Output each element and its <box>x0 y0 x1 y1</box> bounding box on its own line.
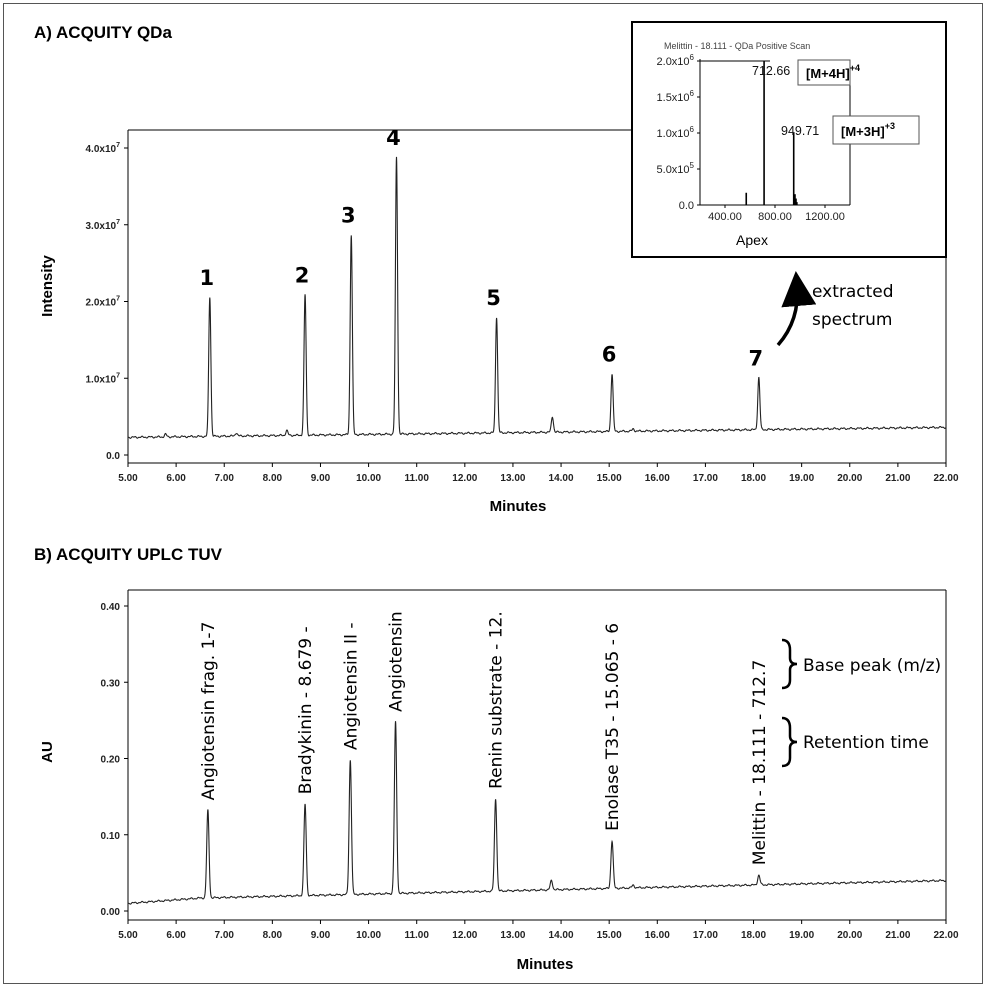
chart-a-peak-label: 1 <box>199 265 215 290</box>
base-peak-annotation: Base peak (m/z) <box>803 656 942 676</box>
chart-a-xtick-label: 11.00 <box>404 473 429 484</box>
chart-b-xtick-label: 15.00 <box>596 930 622 941</box>
chart-b-ylabel: AU <box>39 741 56 763</box>
inset-title: Melittin - 18.111 - QDa Positive Scan <box>664 41 811 51</box>
inset-ytick-label: $1.0x10^6$ <box>656 125 694 140</box>
chart-b-xtick-label: 11.00 <box>404 930 429 941</box>
chart-b-xtick-label: 18.00 <box>741 930 767 941</box>
chart-b-peak-label: Angiotensin <box>386 611 407 712</box>
chart-a-xtick-label: 16.00 <box>644 473 670 484</box>
chart-a-xtick-label: 13.00 <box>500 473 526 484</box>
chart-a-peak-label: 7 <box>748 346 764 371</box>
chart-a-xtick-label: 9.00 <box>310 473 331 484</box>
chart-a-peak-label: 6 <box>601 342 617 367</box>
inset-ytick-label: $1.5x10^6$ <box>656 89 694 104</box>
chart-a-xlabel: Minutes <box>489 498 547 515</box>
retention-time-annotation: Retention time <box>803 733 929 753</box>
chart-b-peak-label: Bradykinin - 8.679 - <box>296 626 317 795</box>
chart-a-xtick-label: 14.00 <box>548 473 574 484</box>
chart-a-ytick-label: 0.0 <box>106 451 120 462</box>
chart-a-ytick-label: $2.0x10^7$ <box>85 295 120 309</box>
chart-b-ytick-label: 0.30 <box>100 678 120 690</box>
chart-a-xtick-label: 8.00 <box>262 473 283 484</box>
chart-b-ytick-label: 0.10 <box>100 830 120 842</box>
brace-retention-time-icon <box>782 718 797 766</box>
chart-a-xtick-label: 20.00 <box>837 473 863 484</box>
chart-a-peak-label: 4 <box>386 126 401 151</box>
chart-a-xtick-label: 21.00 <box>885 473 911 484</box>
chart-a-xtick-label: 12.00 <box>452 473 478 484</box>
chart-b-xtick-label: 7.00 <box>214 930 234 941</box>
chart-b-xtick-label: 21.00 <box>885 930 911 941</box>
chart-b-xtick-label: 16.00 <box>644 930 670 941</box>
inset-xtick-label: 400.00 <box>708 211 742 223</box>
inset-spectrum <box>632 22 946 257</box>
chart-b-xtick-label: 14.00 <box>548 930 574 941</box>
chart-a-xtick-label: 7.00 <box>214 473 234 484</box>
chart-b-xtick-label: 10.00 <box>356 930 382 941</box>
chart-a-ytick-label: $1.0x10^7$ <box>85 372 120 386</box>
chart-b-ytick-label: 0.40 <box>100 602 120 613</box>
chart-a-xtick-label: 17.00 <box>692 473 718 484</box>
chart-b-xtick-label: 19.00 <box>789 930 815 941</box>
chart-a-ytick-label: $3.0x10^7$ <box>85 218 120 232</box>
chart-a-xtick-label: 15.00 <box>596 473 622 484</box>
inset-xtick-label: 1200.00 <box>805 211 845 223</box>
inset-ytick-label: $5.0x10^5$ <box>656 161 694 176</box>
inset-xlabel: Apex <box>736 232 768 248</box>
extracted-arrow-icon <box>778 285 797 345</box>
chart-a-xtick-label: 6.00 <box>166 473 186 484</box>
brace-base-peak-icon <box>782 640 797 688</box>
chart-b-xtick-label: 13.00 <box>500 930 526 941</box>
chart-a-peak-label: 5 <box>486 285 501 310</box>
chart-a-xtick-label: 18.00 <box>741 473 767 484</box>
chart-b-xtick-label: 6.00 <box>166 930 186 941</box>
chart-b-xtick-label: 20.00 <box>837 930 863 941</box>
chart-a-xtick-label: 19.00 <box>789 473 815 484</box>
chart-b-peak-label: Enolase T35 - 15.065 - 6 <box>603 622 624 831</box>
inset-second-peak-label: 949.71 <box>781 124 820 138</box>
ion-label-plus3: $[M+3H]^{+3}$ <box>841 121 895 139</box>
inset-base-peak-label: 712.66 <box>752 64 791 78</box>
chart-b-peak-label: Angiotensin II - <box>341 622 362 751</box>
chart-b-xtick-label: 5.00 <box>118 930 138 941</box>
chart-b-ytick-label: 0.20 <box>100 754 120 766</box>
chart-b-xtick-label: 22.00 <box>933 930 959 941</box>
chart-b <box>39 590 959 973</box>
inset-ytick-label: $2.0x10^6$ <box>656 53 694 68</box>
chart-b-peak-label: Melittin - 18.111 - 712.7 <box>749 659 770 866</box>
chart-b-xtick-label: 17.00 <box>692 930 718 941</box>
chart-b-peak-label: Renin substrate - 12. <box>486 611 507 789</box>
ion-label-plus4: $[M+4H]^{+4}$ <box>806 63 860 81</box>
chart-a-ylabel: Intensity <box>39 255 56 317</box>
chart-a-xtick-label: 10.00 <box>356 473 382 484</box>
chart-b-xlabel: Minutes <box>516 956 574 973</box>
chart-b-xtick-label: 8.00 <box>262 930 283 941</box>
extracted-text-line2: spectrum <box>812 310 893 330</box>
extracted-text-line1: extracted <box>812 282 894 302</box>
inset-ytick-label: 0.0 <box>678 200 694 212</box>
inset-xtick-label: 800.00 <box>758 211 792 223</box>
chart-b-ytick-label: 0.00 <box>100 907 120 918</box>
chart-a-ytick-label: $4.0x10^7$ <box>85 142 120 155</box>
chart-b-peak-label: Angiotensin frag. 1-7 <box>198 621 219 801</box>
chart-a-peak-label: 3 <box>340 203 356 228</box>
panel-a-title: A) ACQUITY QDa <box>34 23 172 42</box>
chart-a-xtick-label: 22.00 <box>933 473 959 484</box>
chart-a-peak-label: 2 <box>294 263 310 288</box>
panel-b-title: B) ACQUITY UPLC TUV <box>34 545 222 564</box>
chart-b-xtick-label: 12.00 <box>452 930 478 941</box>
chart-b-xtick-label: 9.00 <box>310 930 331 941</box>
chart-a-xtick-label: 5.00 <box>118 473 138 484</box>
